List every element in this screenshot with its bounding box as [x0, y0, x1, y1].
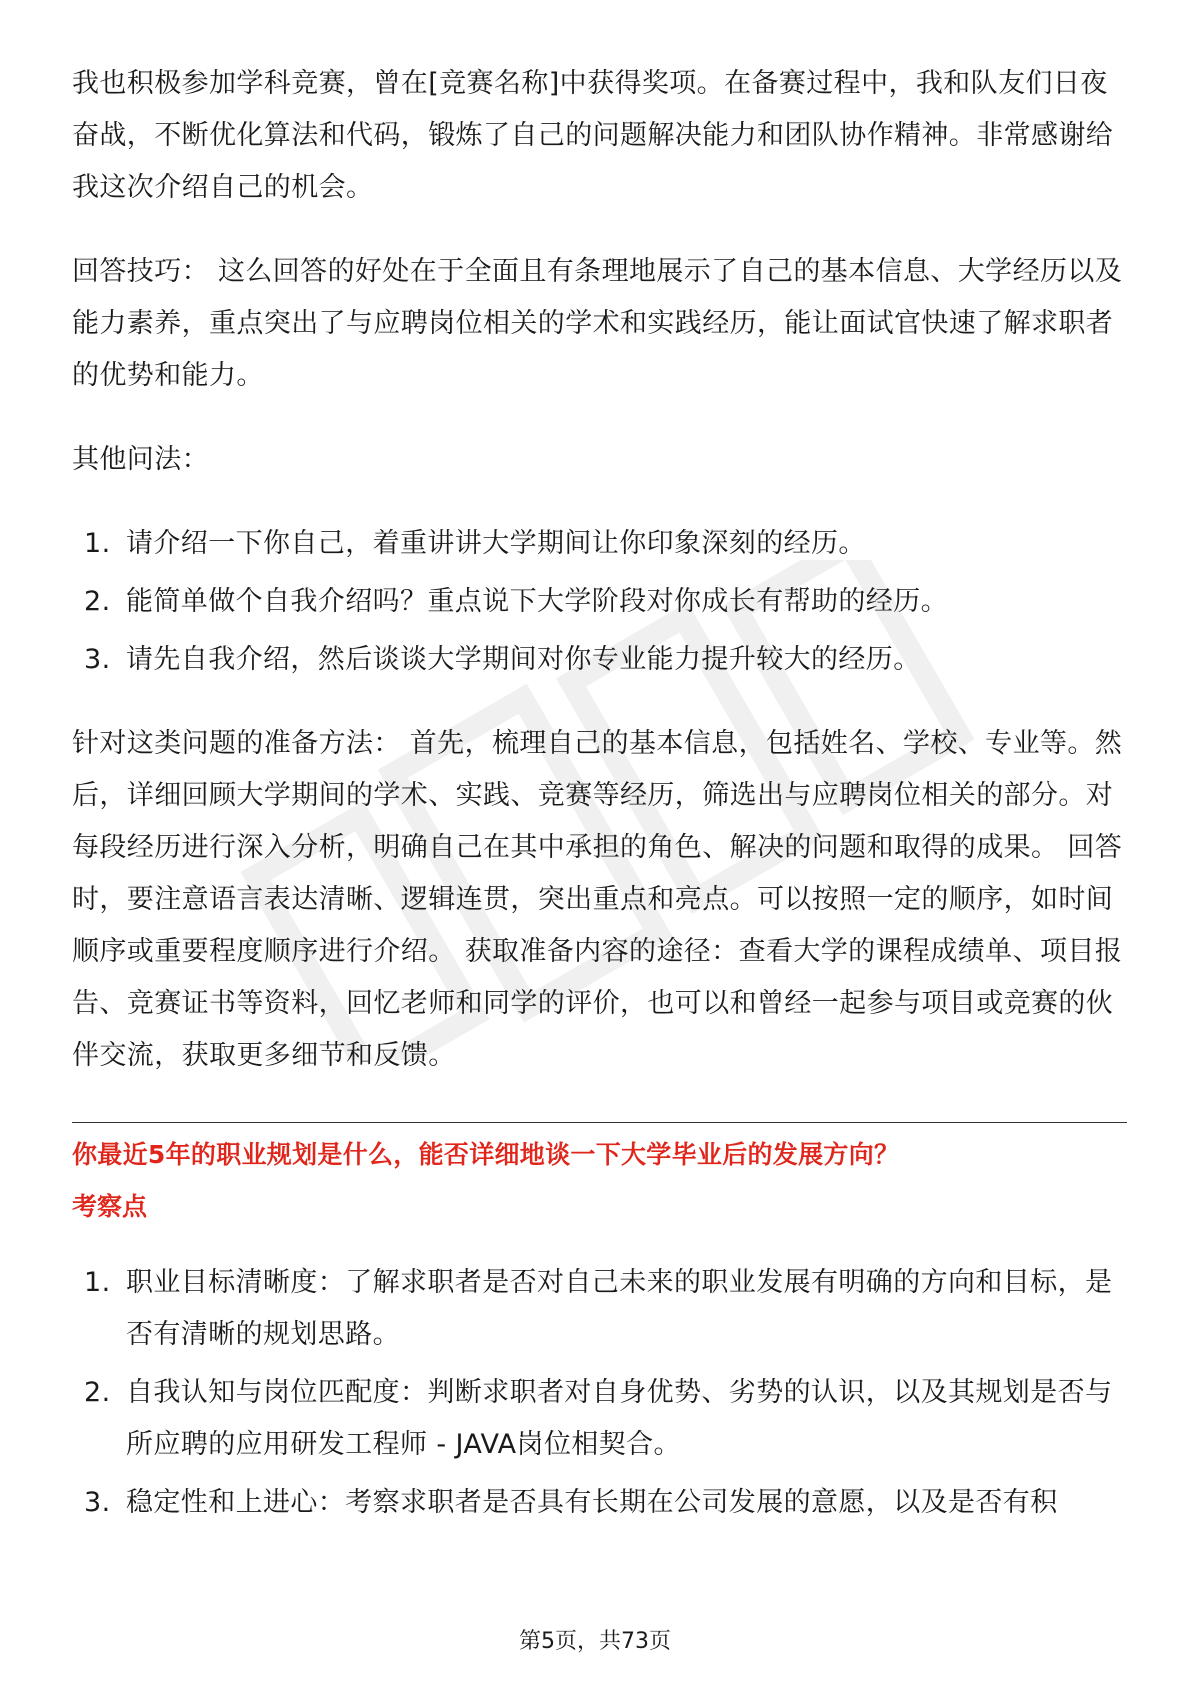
list-item: 2. 自我认知与岗位匹配度：判断求职者对自身优势、劣势的认识，以及其规划是否与所应聘的应用研发工程师 - JAVA岗位相契合。	[84, 1377, 1113, 1460]
paragraph-other-questions-heading: 其他问法：	[72, 444, 209, 475]
question-subtitle: 考察点	[72, 1192, 148, 1221]
list-item: 2. 能简单做个自我介绍吗？重点说下大学阶段对你成长有帮助的经历。	[84, 586, 948, 617]
page-footer: 第5页，共73页	[519, 1629, 671, 1654]
list-item: 3. 请先自我介绍，然后谈谈大学期间对你专业能力提升较大的经历。	[84, 644, 921, 675]
paragraph-preparation-method: 针对这类问题的准备方法： 首先，梳理自己的基本信息，包括姓名、学校、专业等。然后，详细回顾大学期间的学术、实践、竞赛等经历，筛选出与应聘岗位相关的部分。对每段经历进行深入分析，明确自己在其中承担的角色、解决的问题和取得的成果。 回答时，要注意语言表达清晰、逻辑连贯，突出重点和亮点。可以按照一定的顺序，如时间顺序或重要程度顺序进行介绍。 获取准备内容的途径：查看大学的课程成绩单、项目报告、竞赛证书等资料，回忆老师和同学的评价，也可以和曾经一起参与项目或竞赛的伙伴交流，获取更多细节和反馈。	[72, 728, 1123, 1071]
list-item: 1. 请介绍一下你自己，着重讲讲大学期间让你印象深刻的经历。	[84, 528, 866, 559]
question-title: 你最近5年的职业规划是什么，能否详细地谈一下大学毕业后的发展方向？	[72, 1140, 900, 1169]
list-item: 1. 职业目标清晰度：了解求职者是否对自己未来的职业发展有明确的方向和目标，是否有清晰的规划思路。	[84, 1267, 1113, 1350]
page-content	[72, 58, 1127, 1529]
list-item: 3. 稳定性和上进心：考察求职者是否具有长期在公司发展的意愿，以及是否有积	[84, 1487, 1058, 1518]
paragraph-answer-tips: 回答技巧： 这么回答的好处在于全面且有条理地展示了自己的基本信息、大学经历以及能力素养，重点突出了与应聘岗位相关的学术和实践经历，能让面试官快速了解求职者的优势和能力。	[72, 256, 1123, 391]
assessment-points-list	[72, 1257, 1127, 1529]
other-questions-list	[72, 518, 1127, 686]
paragraph-competition: 我也积极参加学科竞赛，曾在[竞赛名称]中获得奖项。在备赛过程中，我和队友们日夜奋战，不断优化算法和代码，锻炼了自己的问题解决能力和团队协作精神。非常感谢给我这次介绍自己的机会。	[72, 68, 1114, 203]
